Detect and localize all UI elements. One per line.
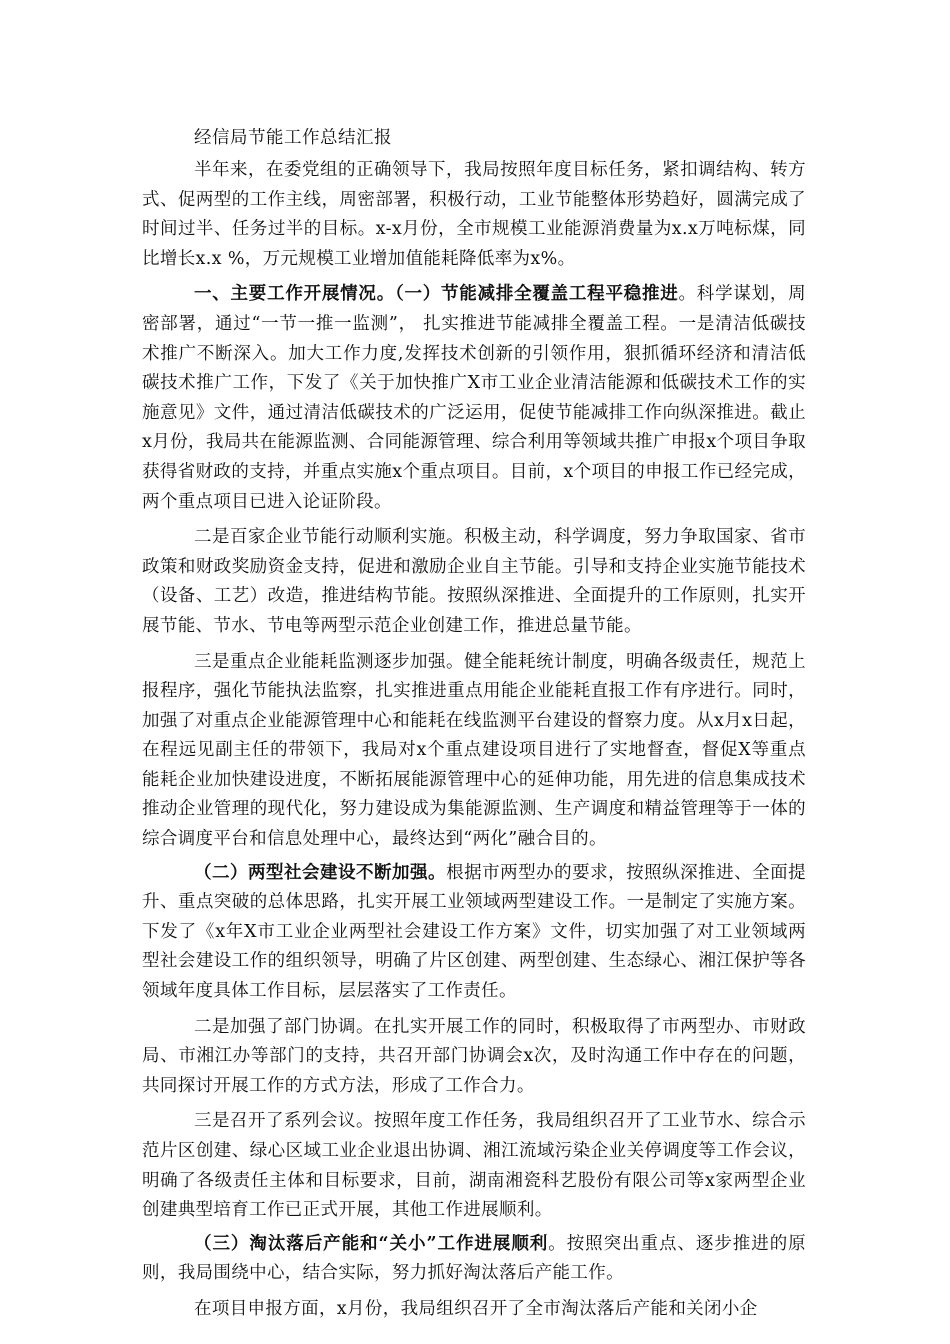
paragraph-meetings xyxy=(142,1107,806,1225)
paragraph-enterprise-action xyxy=(142,523,806,641)
paragraph-text: 在项目申报方面，x月份，我局组织召开了全市淘汰落后产能和关闭小企 xyxy=(194,1298,758,1319)
paragraph-text: 二是百家企业节能行动顺利实施。积极主动，科学调度，努力争取国家、省市政策和财政奖励资金支持，促进和激励企业自主节能。引导和支持企业实施节能技术（设备、工艺）改造，推进结构节能。按照纵深推进、全面提升的工作原则，扎实开展节能、节水、节电等两型示范企业创建工作，推进总量节能。 xyxy=(142,527,806,636)
paragraph-section-2 xyxy=(142,859,806,1007)
paragraph-project-declaration xyxy=(142,1295,806,1325)
paragraph-text: 二是加强了部门协调。在扎实开展工作的同时，积极取得了市两型办、市财政局、市湘江办等部门的支持，共召开部门协调会x次，及时沟通工作中存在的问题，共同探讨开展工作的方式方法，形成了工作合力。 xyxy=(142,1016,806,1096)
paragraph-energy-monitoring xyxy=(142,648,806,855)
paragraph-department-coordination xyxy=(142,1013,806,1102)
paragraph-section-1 xyxy=(142,280,806,517)
paragraph-intro xyxy=(142,156,806,274)
paragraph-text: 三是重点企业能耗监测逐步加强。健全能耗统计制度，明确各级责任，规范上报程序，强化节能执法监察，扎实推进重点用能企业能耗直报工作有序进行。同时，加强了对重点企业能源管理中心和能耗在线监测平台建设的督察力度。从x月x日起，在程远见副主任的带领下，我局对x个重点建设项目进行了实地督查，督促X等重点能耗企业加快建设进度，不断拓展能源管理中心的延伸功能，用先进的信息集成技术推动企业管理的现代化，努力建设成为集能源监测、生产调度和精益管理等于一体的综合调度平台和信息处理中心，最终达到“两化”融合目的。 xyxy=(142,651,806,850)
paragraph-section-3 xyxy=(142,1230,806,1289)
paragraph-text: 半年来，在委党组的正确领导下，我局按照年度目标任务，紧扣调结构、转方式、促两型的工作主线，周密部署，积极行动，工业节能整体形势趋好，圆满完成了时间过半、任务过半的目标。x-x月份，全市规模工业能源消费量为x.x万吨标煤，同比增长x.x %，万元规模工业增加值能耗降低率为x%。 xyxy=(142,160,806,269)
section-heading: （二）两型社会建设不断加强。 xyxy=(194,862,447,883)
paragraph-text: 三是召开了系列会议。按照年度工作任务，我局组织召开了工业节水、综合示范片区创建、绿心区域工业企业退出协调、湘江流域污染企业关停调度等工作会议，明确了各级责任主体和目标要求，目前，湖南湘瓷科艺股份有限公司等x家两型企业创建典型培育工作已正式开展，其他工作进展顺利。 xyxy=(142,1111,806,1221)
section-heading: 一、主要工作开展情况。（一）节能减排全覆盖工程平稳推进 xyxy=(194,284,679,305)
document-title: 经信局节能工作总结汇报 xyxy=(194,128,392,148)
paragraph-text: 根据市两型办的要求，按照纵深推进、全面提升、重点突破的总体思路，扎实开展工业领域两型建设工作。一是制定了实施方案。下发了《x年X市工业企业两型社会建设工作方案》文件，切实加强了对工业领域两型社会建设工作的组织领导，明确了片区创建、两型创建、生态绿心、湘江保护等各领域年度具体工作目标，层层落实了工作责任。 xyxy=(142,862,806,1002)
paragraph-text: 。按照突出重点、逐步推进的原则，我局围绕中心，结合实际，努力抓好淘汰落后产能工作。 xyxy=(142,1233,806,1284)
paragraph-text: 。科学谋划，周密部署，通过“一节一推一监测”， 扎实推进节能减排全覆盖工程。一是清洁低碳技术推广不断深入。加大工作力度,发挥技术创新的引领作用，狠抓循环经济和清洁低碳技术推广工作，下发了《关于加快推广X市工业企业清洁能源和低碳技术工作的实施意见》文件，通过清洁低碳技术的广泛运用，促使节能减排工作向纵深推进。截止x月份，我局共在能源监测、合同能源管理、综合利用等领域共推广申报x个项目争取获得省财政的支持，并重点实施x个重点项目。目前，x个项目的申报工作已经完成，两个重点项目已进入论证阶段。 xyxy=(142,284,806,512)
document-page xyxy=(142,124,806,1331)
section-heading: （三）淘汰落后产能和“关小”工作进展顺利 xyxy=(194,1233,549,1254)
